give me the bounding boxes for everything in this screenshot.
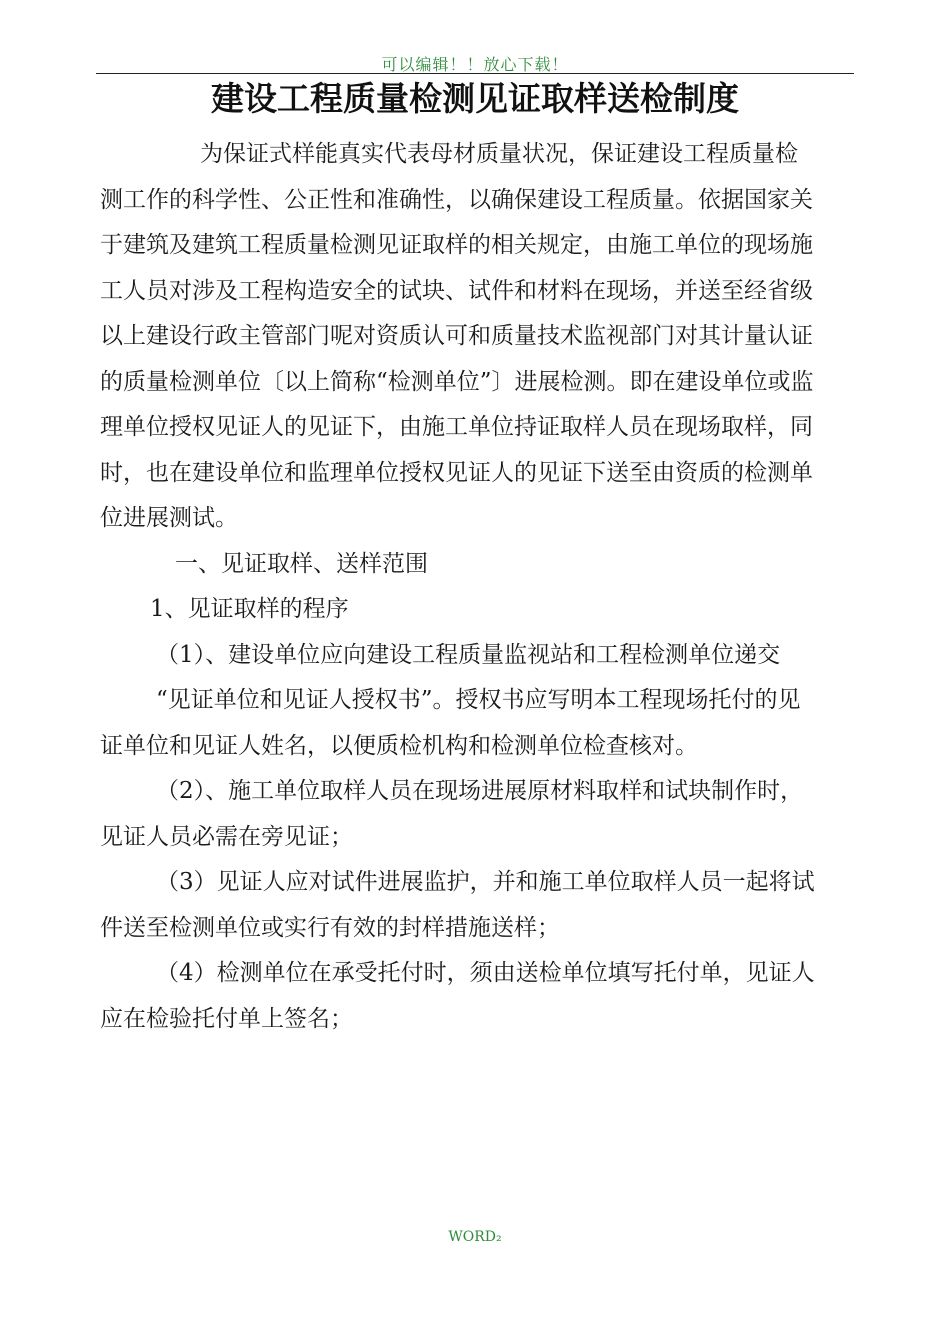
section-heading: 一、见证取样、送样范围 (175, 550, 428, 577)
document-title: 建设工程质量检测见证取样送检制度 (211, 79, 739, 118)
procedure-item-4: （4）检测单位在承受托付时，须由送检单位填写托付单，见证人应在检验托付单上签名； (100, 960, 815, 1032)
procedure-item-1-continued: “见证单位和见证人授权书”。授权书应写明本工程现场托付的见证单位和见证人姓名，以便质检机构和检测单位检查核对。 (100, 687, 801, 759)
page-footer: WORD₂ (448, 1229, 502, 1245)
subsection-heading: 1、见证取样的程序 (150, 596, 349, 622)
intro-paragraph: 为保证式样能真实代表母材质量状况，保证建设工程质量检测工作的科学性、公正性和准确性，以确保建设工程质量。依据国家关于建筑及建筑工程质量检测见证取样的相关规定，由施工单位的现场施工人员对涉及工程构造安全的试块、试件和材料在现场，并送至经省级以上建设行政主管部门呢对资质认可和质量技术监视部门对其计量认证的质量检测单位〔以上简称“检测单位”〕进展检测。即在建设单位或监理单位授权见证人的见证下，由施工单位持证取样人员在现场取样，同时，也在建设单位和监理单位授权见证人的见证下送至由资质的检测单位进展测试。 (100, 141, 814, 531)
procedure-item-3: （3）见证人应对试件进展监护，并和施工单位取样人员一起将试件送至检测单位或实行有效的封样措施送样； (100, 869, 815, 941)
procedure-item-1: （1）、建设单位应向建设工程质量监视站和工程检测单位递交 (156, 641, 781, 668)
page-header: 可以编辑！！放心下载！ (381, 55, 569, 74)
document-body (100, 132, 820, 1042)
procedure-item-2: （2）、施工单位取样人员在现场进展原材料取样和试块制作时，见证人员必需在旁见证； (100, 778, 804, 850)
header-rule (96, 73, 854, 74)
